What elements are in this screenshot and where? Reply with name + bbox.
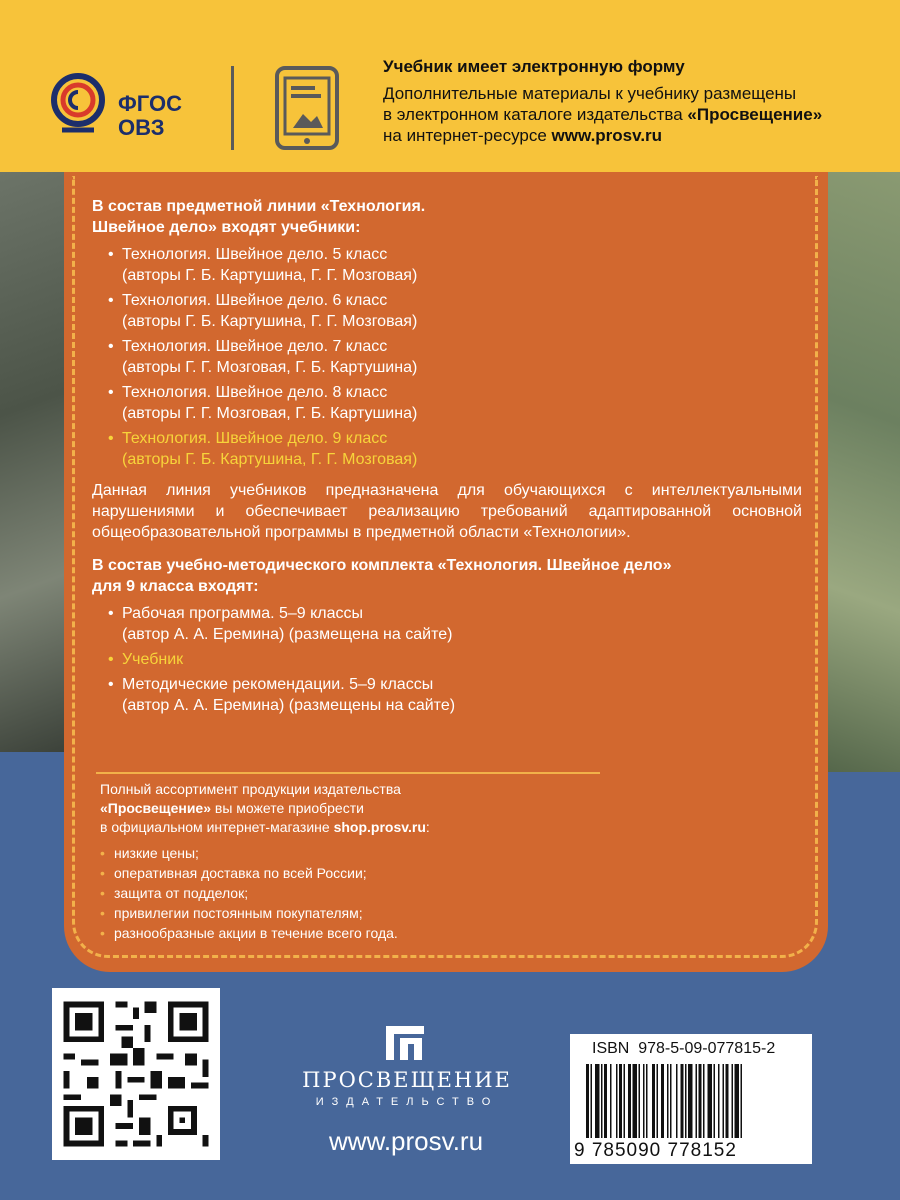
list-item: • Технология. Швейное дело. 5 класс (авторы Г. Б. Картушина, Г. Г. Мозговая) [92, 244, 802, 286]
umk-list [92, 603, 802, 716]
list-item: • Технология. Швейное дело. 7 класс (авторы Г. Г. Мозговая, Г. Б. Картушина) [92, 336, 802, 378]
panel-content [92, 196, 802, 726]
list-item: • защита от подделок; [100, 883, 620, 903]
isbn: ISBN 978-5-09-077815-2 [592, 1040, 776, 1057]
list-item: • Технология. Швейное дело. 8 класс (авторы Г. Г. Мозговая, Г. Б. Картушина) [92, 382, 802, 424]
eform-line-2: в электронном каталоге издательства «Просвещение» [383, 105, 823, 124]
header-banner [0, 0, 900, 172]
tablet-icon [275, 66, 339, 150]
line-description: Данная линия учебников предназначена для обучающихся с интеллектуальными нарушениями и обеспечивает реализацию требований адаптированной основной общеобразовательной программы в предметной области «Технологии». [92, 482, 802, 541]
shop-info [100, 780, 620, 943]
eform-info [383, 56, 883, 146]
subject-heading: В состав предметной линии «Технология. Швейное дело» входят учебники: [92, 198, 426, 236]
publisher-name: ПРОСВЕЩЕНИЕ [302, 1068, 512, 1092]
list-item: • привилегии постоянным покупателям; [100, 903, 620, 923]
book-list [92, 244, 802, 470]
ovz-label: ОВЗ [118, 115, 165, 140]
list-item: • оперативная доставка по всей России; [100, 863, 620, 883]
umk-heading: В состав учебно-методического комплекта «Технология. Швейное дело» для 9 класса входят: [92, 557, 672, 595]
separator-line [96, 772, 600, 774]
qr-code-icon [52, 988, 220, 1160]
list-item: • низкие цены; [100, 843, 620, 863]
publisher-website[interactable]: www.prosv.ru [328, 1126, 484, 1156]
fgos-label: ФГОС [118, 91, 182, 116]
shop-line-3: в официальном интернет-магазине shop.prosv.ru: [100, 819, 430, 835]
publisher-subtitle: ИЗДАТЕЛЬСТВО [315, 1096, 499, 1108]
benefit-list [100, 843, 620, 943]
divider [231, 66, 234, 150]
eform-line-1: Дополнительные материалы к учебнику размещены [383, 84, 797, 103]
fgos-logo-icon [48, 70, 108, 142]
list-item: • разнообразные акции в течение всего года. [100, 923, 620, 943]
eform-title: Учебник имеет электронную форму [383, 57, 685, 76]
list-item: • Методические рекомендации. 5–9 классы (автор А. А. Еремина) (размещены на сайте) [92, 674, 802, 716]
prosveshchenie-logo-icon [382, 1022, 428, 1064]
barcode-digits: 9 785090 778152 [574, 1140, 737, 1161]
shop-line-1: Полный ассортимент продукции издательства [100, 781, 401, 797]
barcode-icon [584, 1064, 806, 1138]
eform-line-3: на интернет-ресурсе www.prosv.ru [383, 126, 663, 145]
list-item-current: • Технология. Швейное дело. 9 класс (авторы Г. Б. Картушина, Г. Г. Мозговая) [92, 428, 802, 470]
list-item: • Рабочая программа. 5–9 классы (автор А. А. Еремина) (размещена на сайте) [92, 603, 802, 645]
shop-line-2: «Просвещение» вы можете приобрести [100, 800, 364, 816]
fabric-texture-right [820, 172, 900, 772]
qr-code[interactable] [52, 988, 220, 1160]
list-item-current: • Учебник [92, 649, 802, 670]
list-item: • Технология. Швейное дело. 6 класс (авторы Г. Б. Картушина, Г. Г. Мозговая) [92, 290, 802, 332]
